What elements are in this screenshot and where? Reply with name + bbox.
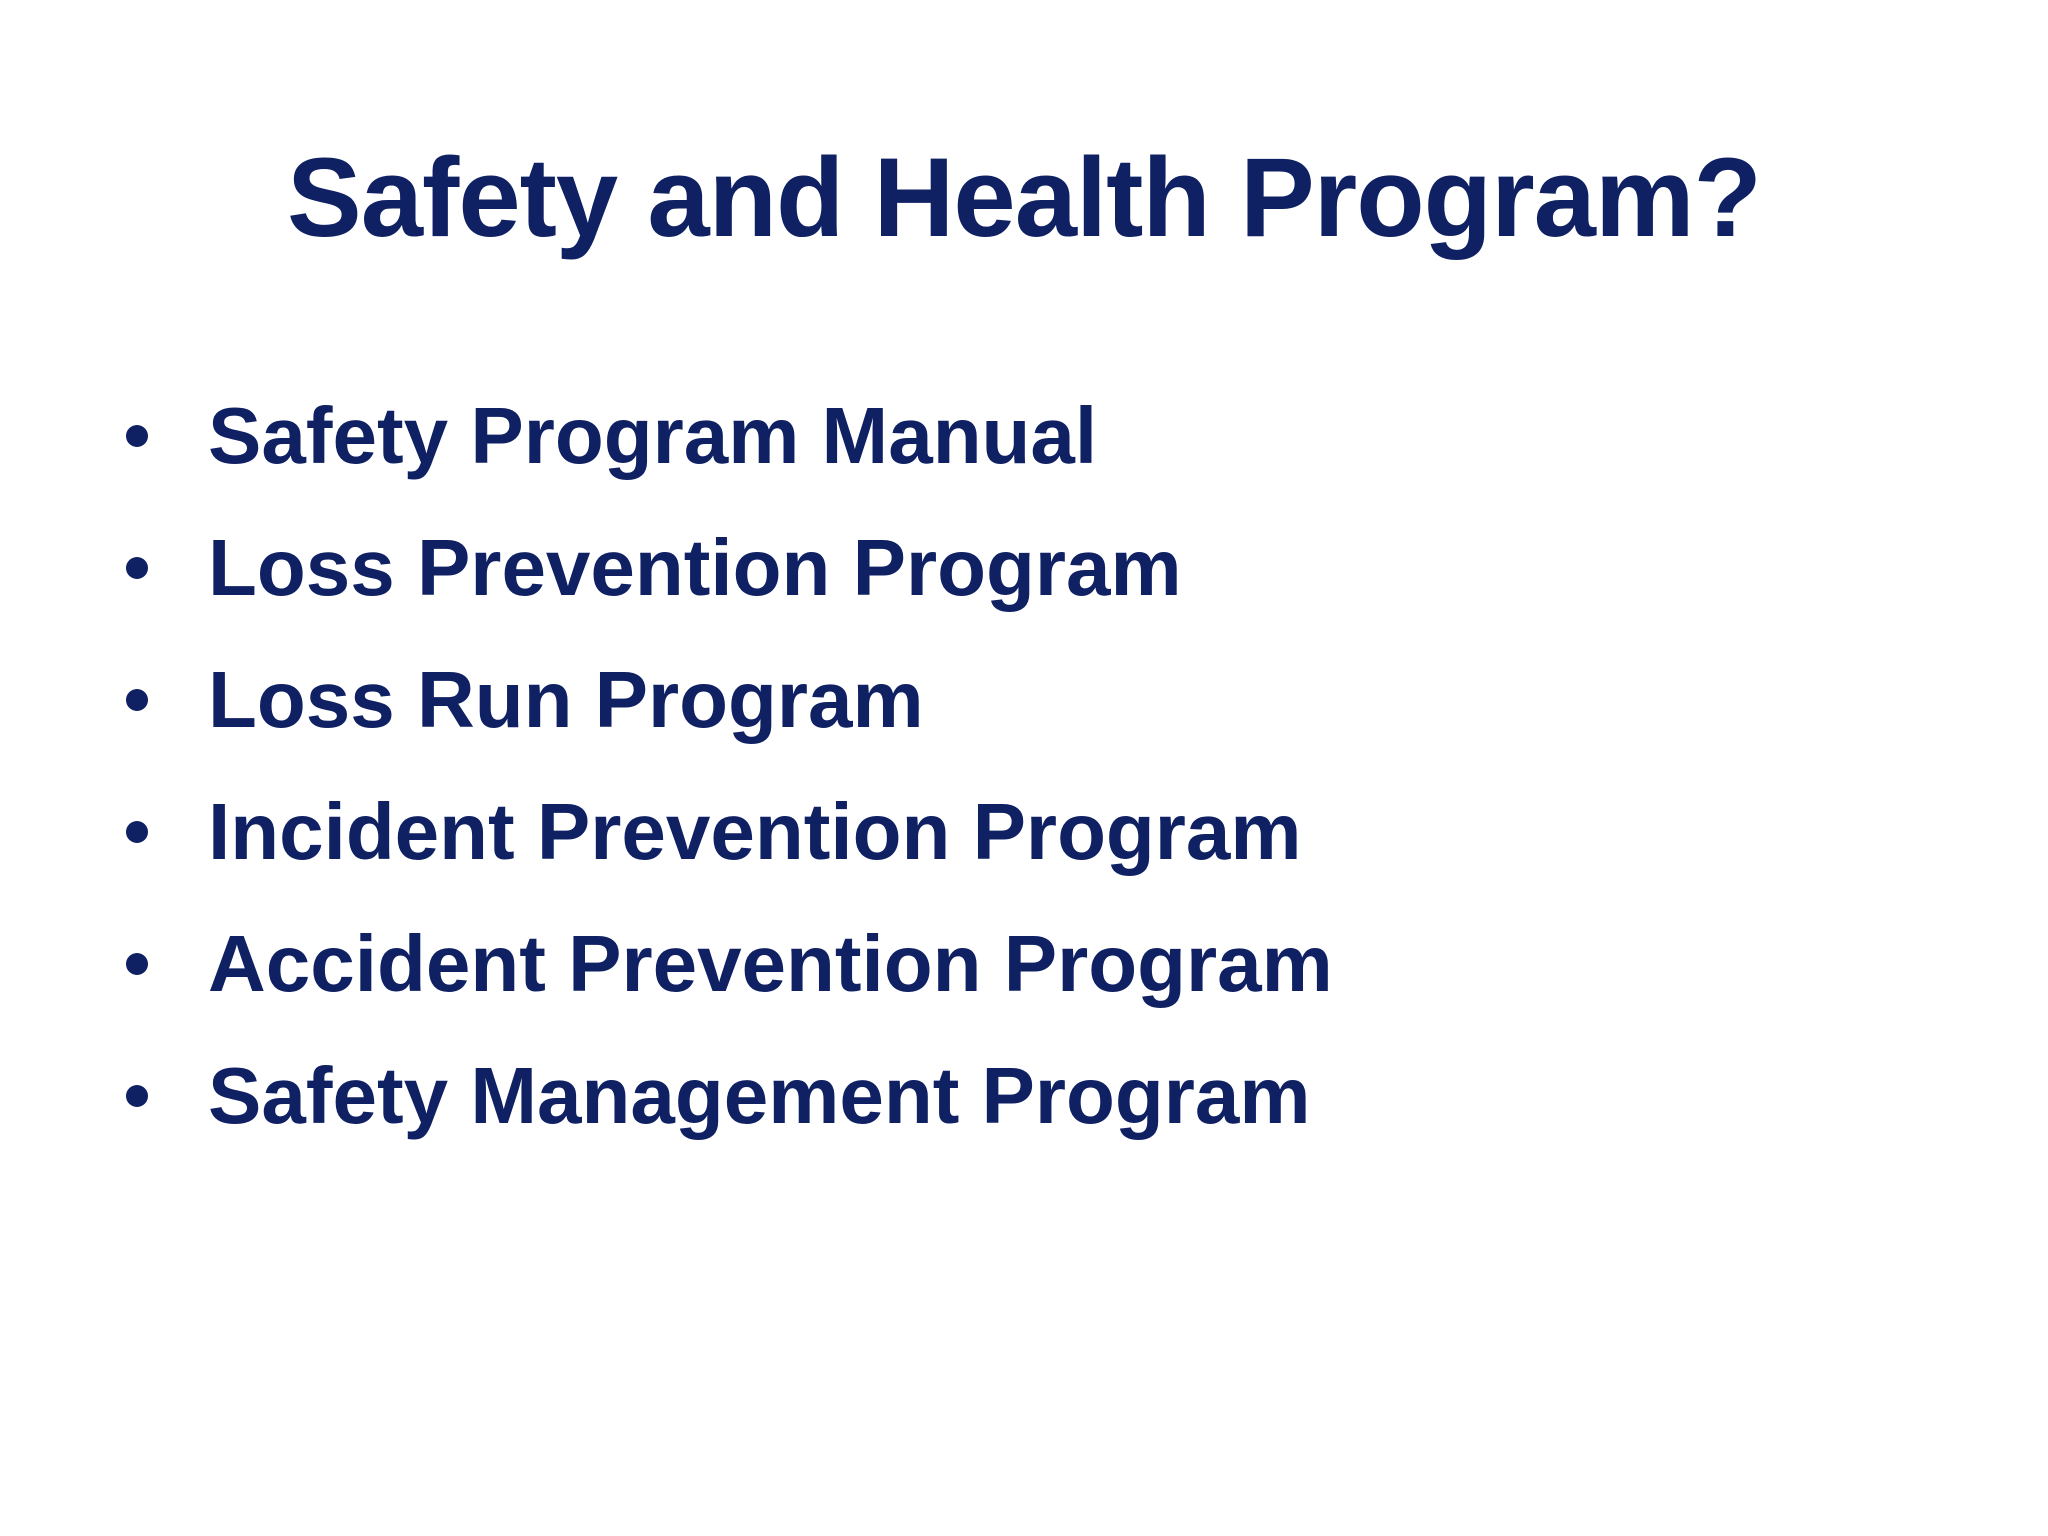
bullet-icon (126, 689, 148, 711)
slide-title: Safety and Health Program? (287, 135, 1761, 260)
bullet-text: Safety Management Program (208, 1051, 1311, 1140)
list-item (126, 634, 1333, 766)
list-item (126, 370, 1333, 502)
bullet-text: Loss Prevention Program (208, 523, 1182, 612)
bullet-icon (126, 425, 148, 447)
bullet-icon (126, 821, 148, 843)
bullet-icon (126, 953, 148, 975)
list-item (126, 1030, 1333, 1162)
list-item (126, 898, 1333, 1030)
list-item (126, 766, 1333, 898)
bullet-text: Safety Program Manual (208, 391, 1098, 480)
bullet-text: Loss Run Program (208, 655, 924, 744)
bullet-list (126, 370, 1333, 1162)
bullet-text: Incident Prevention Program (208, 787, 1302, 876)
bullet-text: Accident Prevention Program (208, 919, 1333, 1008)
list-item (126, 502, 1333, 634)
bullet-icon (126, 1085, 148, 1107)
bullet-icon (126, 557, 148, 579)
